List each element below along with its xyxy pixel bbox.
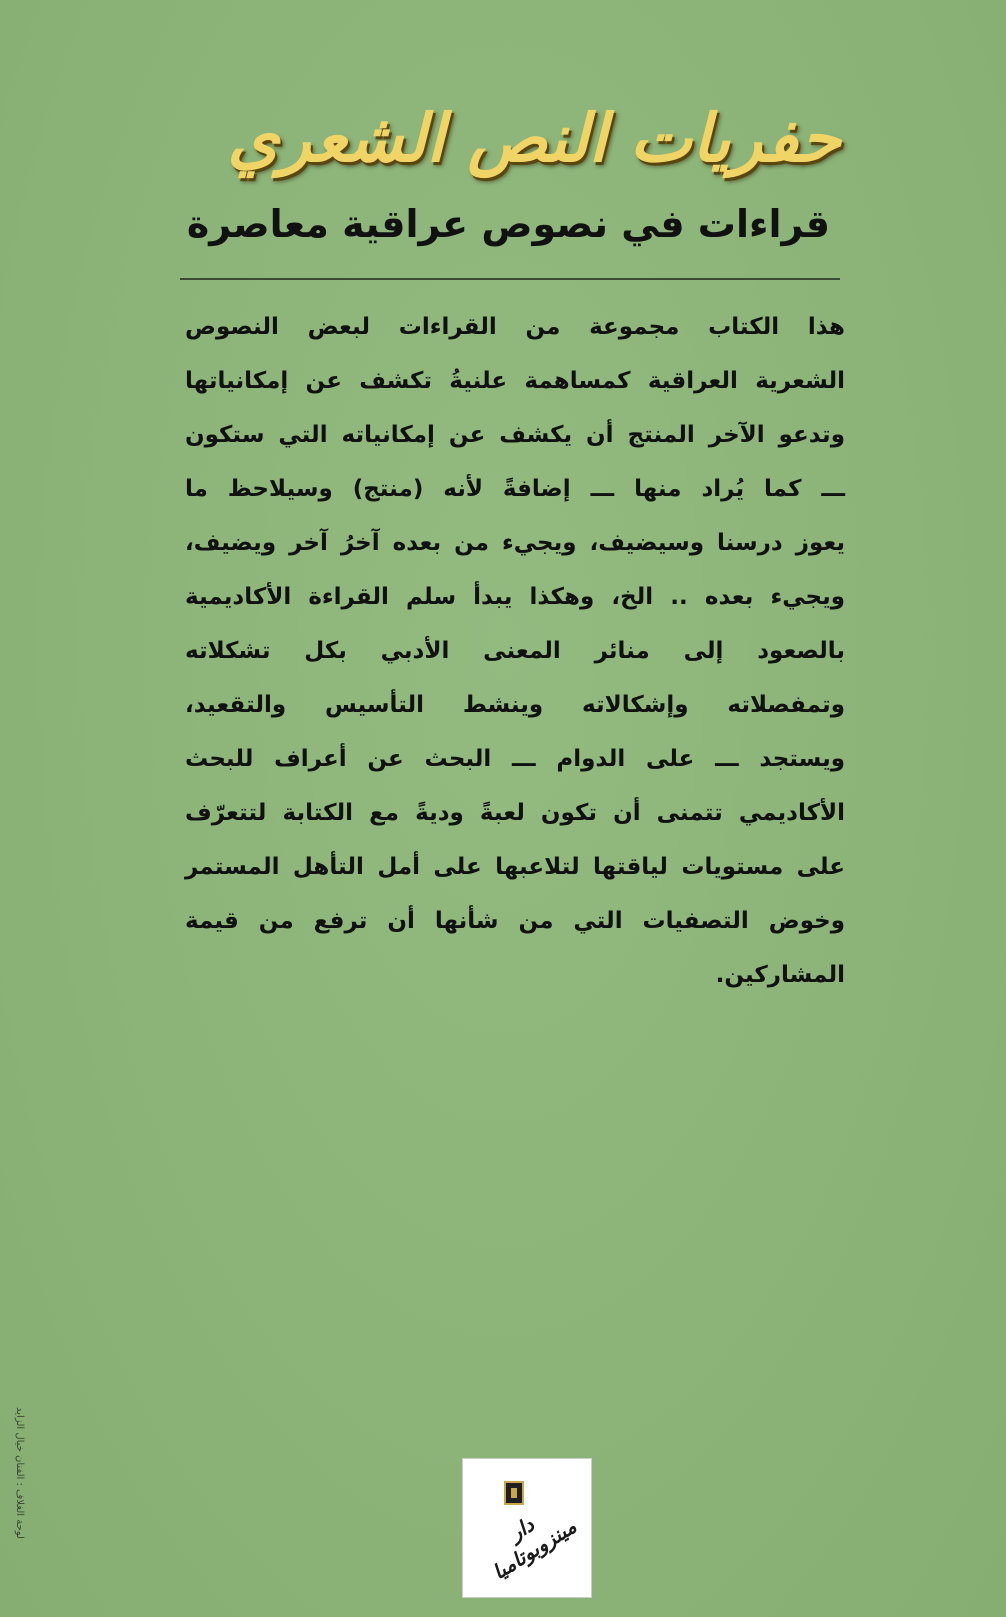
blurb-line: وتمفصلاته وإشكالاته وينشط التأسيس والتقعيد، bbox=[185, 692, 845, 718]
blurb-line: على مستويات لياقتها لتلاعبها على أمل التأهل المستمر bbox=[185, 854, 845, 880]
blurb-line: وخوض التصفيات التي من شأنها أن ترفع من قيمة bbox=[185, 908, 845, 934]
book-subtitle: قراءات في نصوص عراقية معاصرة bbox=[186, 202, 830, 246]
book-blurb bbox=[185, 300, 845, 1002]
blurb-line: يعوز درسنا وسيضيف، ويجيء من بعده آخرُ آخر ويضيف، bbox=[185, 530, 845, 556]
cover-art-credit: لوحة الغلاف : الفنان خيال الزايد bbox=[14, 1407, 25, 1539]
blurb-line: ـــ كما يُراد منها ـــ إضافةً لأنه (منتج) وسيلاحظ ما bbox=[185, 476, 845, 502]
blurb-line: هذا الكتاب مجموعة من القراءات لبعض النصوص bbox=[185, 314, 845, 340]
blurb-line: وتدعو الآخر المنتج أن يكشف عن إمكانياته التي ستكون bbox=[185, 422, 845, 448]
blurb-line: المشاركين. bbox=[715, 962, 845, 988]
divider-line bbox=[180, 278, 840, 280]
book-title: حفريات النص الشعري bbox=[227, 99, 841, 177]
blurb-line: ويستجد ـــ على الدوام ـــ البحث عن أعراف للبحث bbox=[185, 746, 845, 772]
blurb-line: بالصعود إلى منائر المعنى الأدبي بكل تشكلاته bbox=[185, 638, 845, 664]
publisher-emblem-icon bbox=[504, 1481, 524, 1505]
publisher-logo bbox=[462, 1458, 592, 1598]
blurb-line: الأكاديمي تتمنى أن تكون لعبةً وديةً مع الكتابة لتتعرّف bbox=[185, 800, 845, 826]
blurb-line: ويجيء بعده .. الخ، وهكذا يبدأ سلم القراءة الأكاديمية bbox=[185, 584, 845, 610]
blurb-line: الشعرية العراقية كمساهمة علنيةُ تكشف عن إمكانياتها bbox=[185, 368, 845, 394]
publisher-logo-text: دار مينزوبوتاميا bbox=[488, 1512, 581, 1585]
